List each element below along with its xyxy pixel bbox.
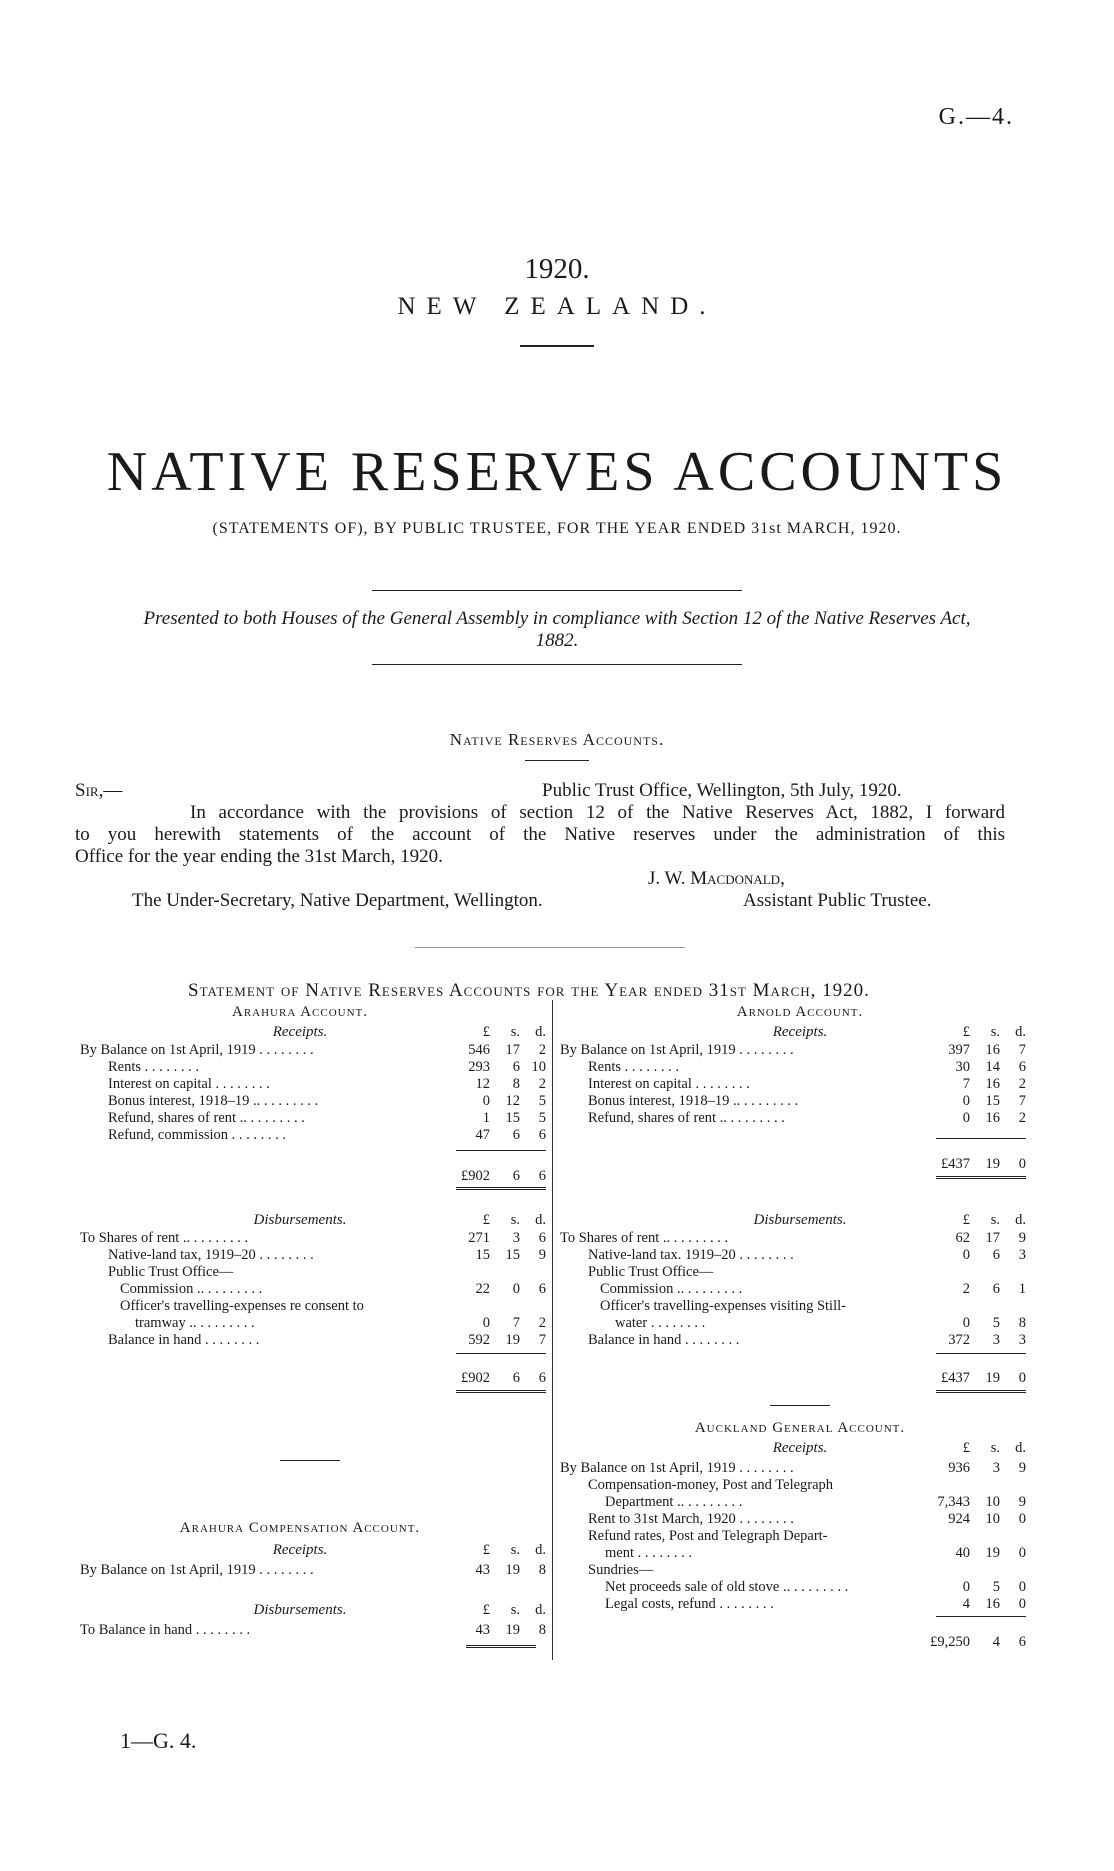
entry-amount [436, 1127, 546, 1144]
entry-amount-s: 7 [512, 1315, 520, 1331]
leader-dots: . . . . . . . . [735, 1511, 794, 1527]
entry-amount-d: 2 [538, 1042, 546, 1058]
entry-amount-d: 8 [538, 1622, 546, 1638]
entry-amount-s: 10 [985, 1494, 1000, 1510]
entry-amount [436, 1562, 546, 1579]
disbursements-total-s: 6 [512, 1370, 520, 1386]
entry-amount [436, 1093, 546, 1110]
letter-signature: J. W. Macdonald, [648, 868, 785, 889]
currency-header-d: d. [535, 1212, 546, 1228]
entry-description: Native-land tax. 1919–20 . . . . . . . . [588, 1247, 794, 1263]
receipts-total-p: £902 [461, 1168, 490, 1184]
rule [936, 1138, 1026, 1139]
currency-header-s: s. [510, 1212, 520, 1228]
currency-header-s: s. [510, 1602, 520, 1618]
currency-header-s: s. [990, 1024, 1000, 1040]
leader-dots: . . . . . . . . [735, 1042, 794, 1058]
leader-dots: . . . . . . . . [192, 1622, 251, 1638]
entry-amount-d: 0 [1018, 1579, 1026, 1595]
rule [936, 1616, 1026, 1617]
rule [456, 1353, 546, 1354]
statement-title: Statement of Native Reserves Accounts for the Year ended 31st March, 1920. [188, 980, 870, 1001]
entry-amount-d: 8 [538, 1562, 546, 1578]
entry-amount-s: 16 [985, 1596, 1000, 1612]
entry-amount-s: 0 [512, 1281, 520, 1297]
entry-amount [436, 1622, 546, 1639]
currency-header-p: £ [482, 1212, 490, 1228]
divider [520, 345, 594, 347]
entry-amount-s: 19 [505, 1562, 520, 1578]
entry-amount-d: 5 [538, 1110, 546, 1126]
entry-amount-p: 271 [468, 1230, 490, 1246]
entry-amount-s: 19 [505, 1622, 520, 1638]
rule [936, 1390, 1026, 1393]
letter-body-line: to you herewith statements of the account of the Native reserves under the administration of this [75, 824, 1005, 845]
entry-amount-d: 3 [1018, 1247, 1026, 1263]
receipts-total-s: 6 [512, 1168, 520, 1184]
entry-amount [436, 1332, 546, 1349]
currency-header-s: s. [990, 1440, 1000, 1456]
leader-dots: . . . . . . . . [246, 1110, 305, 1126]
rule [456, 1187, 546, 1190]
entry-amount-s: 6 [992, 1247, 1000, 1263]
entry-description: Balance in hand . . . . . . . . [588, 1332, 740, 1348]
presented-note: Presented to both Houses of the General Assembly in compliance with Section 12 of the Native Reserves Act, 1882. [143, 608, 971, 651]
leader-dots: . . . . . . . . [726, 1110, 785, 1126]
entry-amount [916, 1332, 1026, 1349]
rule [456, 1150, 546, 1151]
entry-amount [916, 1093, 1026, 1110]
entry-amount-p: 397 [948, 1042, 970, 1058]
entry-amount-s: 5 [992, 1579, 1000, 1595]
entry-description: Commission .. . . . . . . . . [120, 1281, 263, 1297]
entry-amount-d: 6 [538, 1127, 546, 1143]
entry-amount-p: 2 [962, 1281, 970, 1297]
entry-amount [916, 1579, 1026, 1596]
leader-dots: . . . . . . . . [684, 1494, 743, 1510]
entry-amount-p: 1 [482, 1110, 490, 1126]
entry-amount-p: 30 [955, 1059, 970, 1075]
entry-amount-s: 3 [512, 1230, 520, 1246]
rule [936, 1353, 1026, 1354]
currency-header-d: d. [535, 1602, 546, 1618]
page-subtitle: (STATEMENTS OF), BY PUBLIC TRUSTEE, FOR THE YEAR ENDED 31st MARCH, 1920. [212, 520, 902, 537]
leader-dots: . . . . . . . . [204, 1281, 263, 1297]
entry-amount [436, 1076, 546, 1093]
entry-amount-d: 9 [1018, 1230, 1026, 1246]
currency-header-d: d. [1015, 1440, 1026, 1456]
entry-description: Net proceeds sale of old stove .. . . . . . . . . [605, 1579, 849, 1595]
entry-amount [916, 1076, 1026, 1093]
rule [456, 1390, 546, 1393]
entry-amount [436, 1042, 546, 1059]
entry-amount-p: 0 [482, 1315, 490, 1331]
disbursements-total [436, 1370, 546, 1387]
entry-amount-d: 1 [1018, 1281, 1026, 1297]
entry-amount-s: 17 [505, 1042, 520, 1058]
leader-dots: . . . . . . . . [684, 1281, 743, 1297]
entry-amount [916, 1042, 1026, 1059]
leader-dots: . . . . . . . . [790, 1579, 849, 1595]
entry-amount-d: 2 [1018, 1110, 1026, 1126]
receipts-total [916, 1156, 1026, 1173]
year: 1920. [524, 253, 590, 285]
entry-amount-p: 293 [468, 1059, 490, 1075]
leader-dots: . . . . . . . . [647, 1315, 706, 1331]
currency-header-p: £ [482, 1024, 490, 1040]
receipts-label: Receipts. [772, 1440, 828, 1456]
entry-amount-d: 2 [538, 1315, 546, 1331]
column-divider [552, 1000, 553, 1660]
rule [936, 1176, 1026, 1179]
divider [372, 664, 742, 665]
entry-description: Interest on capital . . . . . . . . [108, 1076, 270, 1092]
entry-amount-s: 15 [505, 1247, 520, 1263]
entry-description: By Balance on 1st April, 1919 . . . . . . . . [80, 1562, 314, 1578]
leader-dots: . . . . . . . . [260, 1093, 319, 1109]
currency-header [916, 1024, 1026, 1041]
account-title: Arnold Account. [736, 1004, 864, 1020]
currency-header-d: d. [535, 1542, 546, 1558]
entry-amount-s: 15 [985, 1093, 1000, 1109]
leader-dots: . . . . . . . . [735, 1247, 794, 1263]
entry-amount [436, 1230, 546, 1247]
entry-amount [436, 1247, 546, 1264]
currency-header-d: d. [1015, 1024, 1026, 1040]
disbursements-total [916, 1370, 1026, 1387]
entry-amount [436, 1059, 546, 1076]
entry-description: Balance in hand . . . . . . . . [108, 1332, 260, 1348]
entry-amount-d: 6 [1018, 1059, 1026, 1075]
section-heading: Native Reserves Accounts. [449, 730, 665, 749]
entry-amount-p: 4 [962, 1596, 970, 1612]
entry-description: Bonus interest, 1918–19 .. . . . . . . . . [588, 1093, 799, 1109]
entry-amount [436, 1315, 546, 1332]
leader-dots: . . . . . . . . [196, 1315, 255, 1331]
disbursements-label: Disbursements. [753, 1212, 847, 1228]
leader-dots: . . . . . . . . [255, 1562, 314, 1578]
receipts-total-s: 4 [992, 1634, 1000, 1650]
receipts-total [436, 1168, 546, 1185]
letter-salutation: Sir,— [75, 780, 123, 801]
entry-amount [916, 1315, 1026, 1332]
entry-amount-d: 9 [1018, 1460, 1026, 1476]
receipts-total-p: £9,250 [930, 1634, 970, 1650]
entry-amount-p: 0 [962, 1093, 970, 1109]
entry-description: By Balance on 1st April, 1919 . . . . . . . . [80, 1042, 314, 1058]
entry-amount [436, 1110, 546, 1127]
entry-amount-d: 0 [1018, 1545, 1026, 1561]
entry-description: Rents . . . . . . . . [108, 1059, 200, 1075]
entry-description: Interest on capital . . . . . . . . [588, 1076, 750, 1092]
entry-amount-d: 2 [1018, 1076, 1026, 1092]
entry-description: Bonus interest, 1918–19 .. . . . . . . . . [108, 1093, 319, 1109]
entry-description: Commission .. . . . . . . . . [600, 1281, 743, 1297]
entry-amount-d: 6 [538, 1230, 546, 1246]
currency-header-p: £ [962, 1024, 970, 1040]
rule [466, 1645, 536, 1648]
currency-header-s: s. [510, 1542, 520, 1558]
currency-header [436, 1542, 546, 1559]
entry-amount-s: 8 [512, 1076, 520, 1092]
currency-header [436, 1212, 546, 1229]
entry-amount-s: 6 [512, 1127, 520, 1143]
entry-amount-d: 5 [538, 1093, 546, 1109]
entry-description: Public Trust Office— [108, 1264, 234, 1280]
entry-amount-s: 5 [992, 1315, 1000, 1331]
receipts-total [916, 1634, 1026, 1651]
entry-amount-p: 12 [475, 1076, 490, 1092]
disbursements-label: Disbursements. [253, 1602, 347, 1618]
rule [280, 1460, 340, 1461]
entry-description: Refund, shares of rent .. . . . . . . . . [588, 1110, 785, 1126]
divider [372, 590, 742, 591]
entry-amount-p: 0 [962, 1247, 970, 1263]
entry-description: Native-land tax, 1919–20 . . . . . . . . [108, 1247, 314, 1263]
entry-amount-p: 7,343 [937, 1494, 970, 1510]
letter-body-line: In accordance with the provisions of section 12 of the Native Reserves Act, 1882, I forward [190, 802, 1005, 823]
entry-amount-s: 16 [985, 1076, 1000, 1092]
account-title: Arahura Account. [231, 1004, 368, 1020]
entry-amount [916, 1230, 1026, 1247]
entry-amount [916, 1281, 1026, 1298]
receipts-total-d: 6 [538, 1168, 546, 1184]
entry-amount-s: 6 [992, 1281, 1000, 1297]
entry-amount-p: 47 [475, 1127, 490, 1143]
page-title: NATIVE RESERVES ACCOUNTS [106, 441, 1008, 503]
entry-amount [916, 1494, 1026, 1511]
currency-header-p: £ [482, 1542, 490, 1558]
leader-dots: . . . . . . . . [691, 1076, 750, 1092]
receipts-total-p: £437 [941, 1156, 970, 1172]
entry-amount [916, 1460, 1026, 1477]
entry-amount-p: 0 [962, 1315, 970, 1331]
entry-amount-d: 7 [538, 1332, 546, 1348]
entry-amount-p: 372 [948, 1332, 970, 1348]
account-title: Auckland General Account. [694, 1420, 906, 1436]
entry-amount [916, 1545, 1026, 1562]
currency-header [436, 1602, 546, 1619]
entry-description: Legal costs, refund . . . . . . . . [605, 1596, 774, 1612]
leader-dots: . . . . . . . . [681, 1332, 740, 1348]
receipts-label: Receipts. [272, 1024, 328, 1040]
receipts-total-s: 19 [985, 1156, 1000, 1172]
rule [770, 1405, 830, 1406]
entry-amount-s: 19 [505, 1332, 520, 1348]
entry-amount-p: 0 [962, 1110, 970, 1126]
letter-position: Assistant Public Trustee. [743, 890, 932, 911]
entry-amount-p: 43 [475, 1562, 490, 1578]
entry-description: Department .. . . . . . . . . [605, 1494, 743, 1510]
entry-amount-p: 0 [962, 1579, 970, 1595]
entry-description: ment . . . . . . . . [605, 1545, 692, 1561]
leader-dots: . . . . . . . . [735, 1460, 794, 1476]
entry-description: Refund rates, Post and Telegraph Depart- [588, 1528, 828, 1544]
entry-amount-s: 14 [985, 1059, 1000, 1075]
entry-amount-d: 10 [531, 1059, 546, 1075]
entry-amount [916, 1110, 1026, 1127]
entry-amount-p: 62 [955, 1230, 970, 1246]
entry-amount-d: 7 [1018, 1042, 1026, 1058]
divider [415, 947, 685, 948]
currency-header-s: s. [990, 1212, 1000, 1228]
leader-dots: . . . . . . . . [201, 1332, 260, 1348]
entry-amount-p: 546 [468, 1042, 490, 1058]
entry-amount-d: 6 [538, 1281, 546, 1297]
currency-header-p: £ [962, 1440, 970, 1456]
currency-header [436, 1024, 546, 1041]
footer-page-number: 1—G. 4. [120, 1728, 197, 1753]
disbursements-total-p: £902 [461, 1370, 490, 1386]
entry-amount-p: 936 [948, 1460, 970, 1476]
receipts-label: Receipts. [272, 1542, 328, 1558]
entry-amount-s: 15 [505, 1110, 520, 1126]
currency-header-d: d. [1015, 1212, 1026, 1228]
leader-dots: . . . . . . . . [255, 1042, 314, 1058]
account-title: Arahura Compensation Account. [179, 1520, 421, 1536]
entry-amount-d: 0 [1018, 1511, 1026, 1527]
entry-amount-s: 12 [505, 1093, 520, 1109]
leader-dots: . . . . . . . . [740, 1093, 799, 1109]
entry-amount-d: 8 [1018, 1315, 1026, 1331]
leader-dots: . . . . . . . . [190, 1230, 249, 1246]
entry-amount-d: 3 [1018, 1332, 1026, 1348]
entry-amount [916, 1059, 1026, 1076]
entry-amount [436, 1281, 546, 1298]
entry-amount-d: 9 [1018, 1494, 1026, 1510]
paper-reference: G.—4. [938, 104, 1014, 130]
entry-description: Compensation-money, Post and Telegraph [588, 1477, 834, 1493]
entry-amount-d: 0 [1018, 1596, 1026, 1612]
entry-amount-s: 3 [992, 1332, 1000, 1348]
entry-amount-p: 0 [482, 1093, 490, 1109]
entry-description: By Balance on 1st April, 1919 . . . . . . . . [560, 1042, 794, 1058]
leader-dots: . . . . . . . . [228, 1127, 287, 1143]
country: NEW ZEALAND. [397, 293, 717, 320]
entry-amount-p: 22 [475, 1281, 490, 1297]
entry-amount [916, 1511, 1026, 1528]
disbursements-label: Disbursements. [253, 1212, 347, 1228]
receipts-total-d: 0 [1018, 1156, 1026, 1172]
entry-amount-d: 9 [538, 1247, 546, 1263]
entry-amount-d: 7 [1018, 1093, 1026, 1109]
entry-description: By Balance on 1st April, 1919 . . . . . . . . [560, 1460, 794, 1476]
entry-description: Rents . . . . . . . . [588, 1059, 680, 1075]
disbursements-total-d: 6 [538, 1370, 546, 1386]
letter-body-line: Office for the year ending the 31st March, 1920. [75, 846, 443, 867]
entry-description: Officer's travelling-expenses re consent to [120, 1298, 364, 1314]
letter-place-date: Public Trust Office, Wellington, 5th July, 1920. [542, 780, 902, 801]
entry-amount-p: 40 [955, 1545, 970, 1561]
entry-amount-p: 592 [468, 1332, 490, 1348]
entry-amount-p: 924 [948, 1511, 970, 1527]
entry-amount-s: 6 [512, 1059, 520, 1075]
currency-header-p: £ [482, 1602, 490, 1618]
entry-amount-s: 17 [985, 1230, 1000, 1246]
leader-dots: . . . . . . . . [634, 1545, 692, 1561]
entry-description: Public Trust Office— [588, 1264, 714, 1280]
entry-amount [916, 1247, 1026, 1264]
entry-description: To Shares of rent .. . . . . . . . . [80, 1230, 249, 1246]
currency-header-s: s. [510, 1024, 520, 1040]
leader-dots: . . . . . . . . [621, 1059, 680, 1075]
letter-addressee: The Under-Secretary, Native Department, Wellington. [132, 890, 543, 911]
leader-dots: . . . . . . . . [211, 1076, 270, 1092]
entry-description: water . . . . . . . . [615, 1315, 706, 1331]
entry-amount-d: 2 [538, 1076, 546, 1092]
entry-description: Refund, shares of rent .. . . . . . . . . [108, 1110, 305, 1126]
disbursements-total-s: 19 [985, 1370, 1000, 1386]
currency-header [916, 1440, 1026, 1457]
currency-header [916, 1212, 1026, 1229]
currency-header-d: d. [535, 1024, 546, 1040]
entry-amount-s: 16 [985, 1110, 1000, 1126]
entry-description: Officer's travelling-expenses visiting Still- [600, 1298, 846, 1314]
entry-description: To Shares of rent .. . . . . . . . . [560, 1230, 729, 1246]
entry-description: To Balance in hand . . . . . . . . [80, 1622, 251, 1638]
receipts-label: Receipts. [772, 1024, 828, 1040]
disbursements-total-p: £437 [941, 1370, 970, 1386]
disbursements-total-d: 0 [1018, 1370, 1026, 1386]
entry-amount-p: 43 [475, 1622, 490, 1638]
entry-amount-p: 15 [475, 1247, 490, 1263]
entry-amount-s: 10 [985, 1511, 1000, 1527]
currency-header-p: £ [962, 1212, 970, 1228]
leader-dots: . . . . . . . . [670, 1230, 729, 1246]
entry-amount-s: 3 [992, 1460, 1000, 1476]
leader-dots: . . . . . . . . [141, 1059, 200, 1075]
divider [525, 760, 589, 761]
entry-amount-s: 19 [985, 1545, 1000, 1561]
receipts-total-d: 6 [1018, 1634, 1026, 1650]
entry-description: Refund, commission . . . . . . . . [108, 1127, 287, 1143]
entry-description: tramway .. . . . . . . . . [135, 1315, 255, 1331]
entry-description: Sundries— [588, 1562, 654, 1578]
leader-dots: . . . . . . . . [255, 1247, 314, 1263]
entry-amount-p: 7 [962, 1076, 970, 1092]
entry-amount [916, 1596, 1026, 1613]
entry-amount-s: 16 [985, 1042, 1000, 1058]
leader-dots: . . . . . . . . [715, 1596, 774, 1612]
entry-description: Rent to 31st March, 1920 . . . . . . . . [588, 1511, 794, 1527]
